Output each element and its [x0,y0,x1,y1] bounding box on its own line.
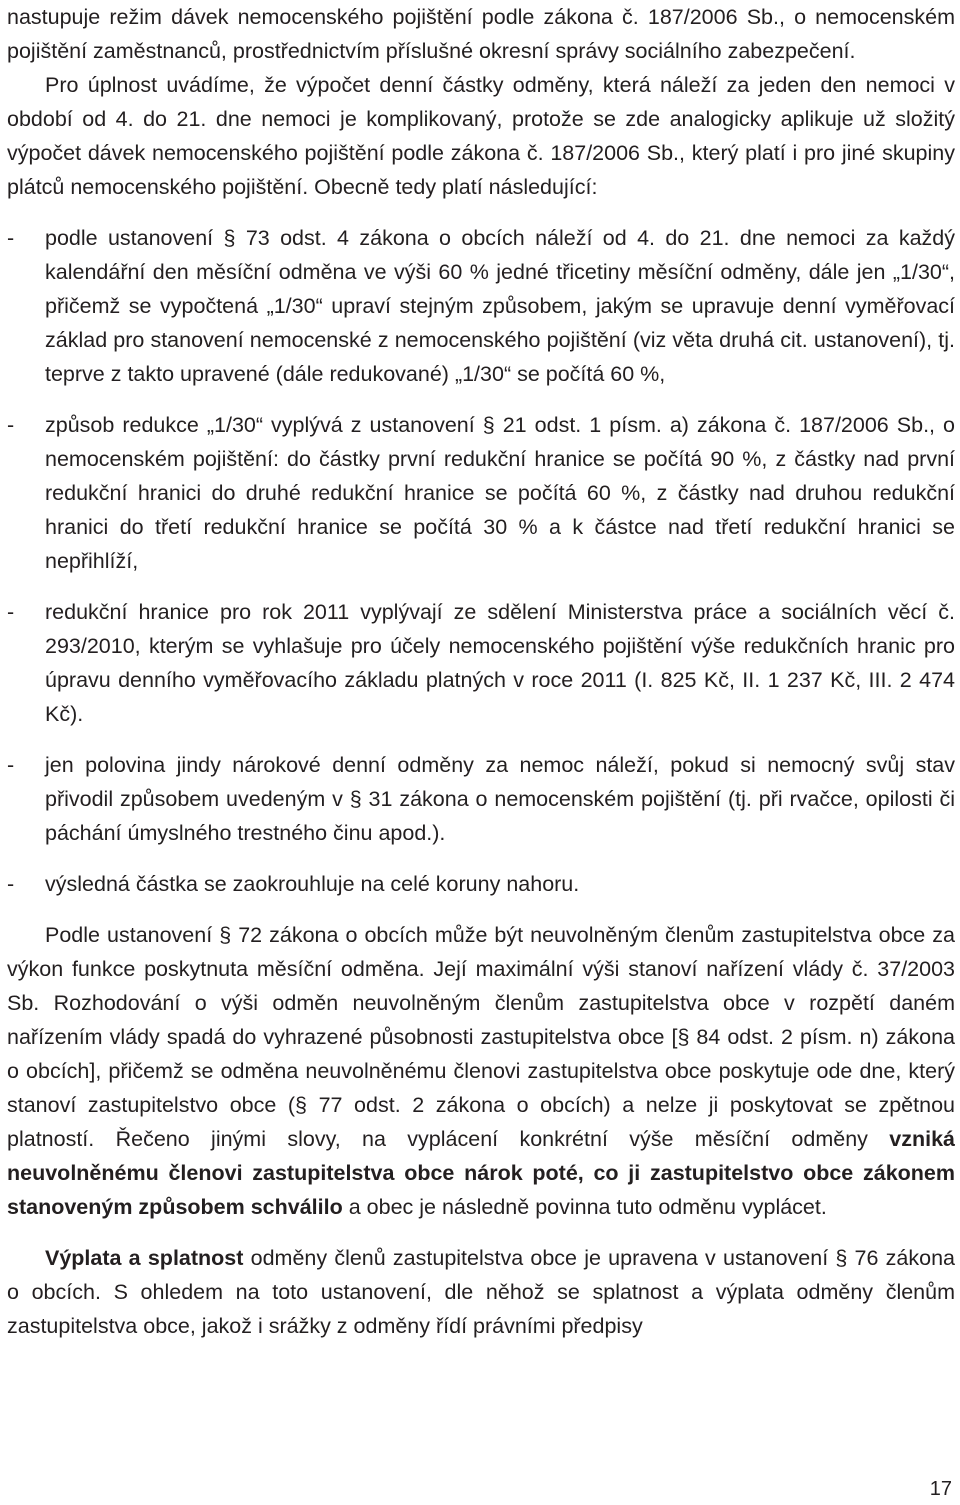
list-bullet: - [7,413,15,437]
list-bullet: - [7,600,15,624]
paragraph-continuation: nastupuje režim dávek nemocenského pojištění podle zákona č. 187/2006 Sb., o nemocenském pojištění zaměstnanců, prostřednictvím příslušné okresní správy sociálního zabezpečení. [7,5,955,63]
page-number: 17 [929,1478,952,1500]
list-item-text: redukční hranice pro rok 2011 vyplývají ze sdělení Ministerstva práce a sociálních věcí č. 293/2010, kterým se vyhlašuje pro účely nemocenského pojištění výše redukčních hranic pro úpravu denního vyměřovacího základu platných v roce 2011 (I. 825 Kč, II. 1 237 Kč, III. 2 474 Kč). [45,600,955,726]
list-item [7,867,955,901]
list-bullet: - [7,753,15,777]
list-bullet: - [7,872,15,896]
list-item [7,408,955,578]
paragraph-calculation-intro: Pro úplnost uvádíme, že výpočet denní částky odměny, která náleží za jeden den nemoci v období od 4. do 21. dne nemoci je komplikovaný, protože se zde analogicky aplikuje už složitý výpočet dávek nemocenského pojištění podle zákona č. 187/2006 Sb., který platí i pro jiné skupiny plátců nemocenského pojištění. Obecně tedy platí následující: [7,73,955,199]
list-item-text: způsob redukce „1/30“ vyplývá z ustanovení § 21 odst. 1 písm. a) zákona č. 187/2006 Sb., o nemocenském pojištění: do částky první redukční hranice se počítá 90 %, z částky nad první redukční hranici do druhé redukční hranice se počítá 60 %, z částky nad druhou redukční hranici do třetí redukční hranice se počítá 30 % a k částce nad třetí redukční hranici se nepřihlíží, [45,413,955,573]
list-bullet: - [7,226,15,250]
list-item [7,595,955,731]
emphasized-text: Výplata a splatnost [45,1246,244,1270]
document-page [7,0,955,1343]
list-item [7,748,955,850]
list-item [7,221,955,391]
paragraph-text: Podle ustanovení § 72 zákona o obcích může být neuvolněným členům zastupitelstva obce za výkon funkce poskytnuta měsíční odměna. Její maximální výši stanoví nařízení vlády č. 37/2003 Sb. Rozhodování o výši odměn neuvolněným členům zastupitelstva obce v rozpětí daném nařízením vlády spadá do vyhrazené působnosti zastupitelstva obce [§ 84 odst. 2 písm. n) zákona o obcích], přičemž se odměna neuvolněnému členovi zastupitelstva obce poskytuje ode dne, který stanoví zastupitelstvo obce (§ 77 odst. 2 zákona o obcích) a nelze ji poskytovat se zpětnou platností. Řečeno jinými slovy, na vyplácení konkrétní výše měsíční odměny [7,923,955,1151]
list-item-text: výsledná částka se zaokrouhluje na celé koruny nahoru. [45,872,580,896]
list-item-text: podle ustanovení § 73 odst. 4 zákona o obcích náleží od 4. do 21. dne nemoci za každý kalendářní den měsíční odměna ve výši 60 % jedné třicetiny měsíční odměny, dále jen „1/30“, přičemž se vypočtená „1/30“ upraví stejným způsobem, jakým se upravuje denní vyměřovací základ pro stanovení nemocenské z nemocenského pojištění (viz věta druhá cit. ustanovení), tj. teprve z takto upravené (dále redukované) „1/30“ se počítá 60 %, [45,226,955,386]
paragraph-payment-due [7,1241,955,1343]
rules-list [7,221,955,901]
paragraph-text: a obec je následně povinna tuto odměnu vyplácet. [342,1195,827,1219]
list-item-text: jen polovina jindy nárokové denní odměny za nemoc náleží, pokud si nemocný svůj stav přivodil způsobem uvedeným v § 31 zákona o nemocenském pojištění (tj. při rvačce, opilosti či páchání úmyslného trestného činu apod.). [45,753,955,845]
paragraph-text: odměny členů zastupitelstva obce je upravena v ustanovení § 76 zákona o obcích. S ohledem na toto ustanovení, dle něhož se splatnost a výplata odměny členům zastupitelstva obce, jakož i srážky z odměny řídí právními předpisy [7,1246,955,1338]
paragraph-monthly-reward [7,918,955,1224]
emphasized-text: vzniká neuvolněnému členovi zastupitelstva obce nárok poté, co ji zastupitelstvo obce zákonem stanoveným způsobem schválilo [7,1127,955,1219]
